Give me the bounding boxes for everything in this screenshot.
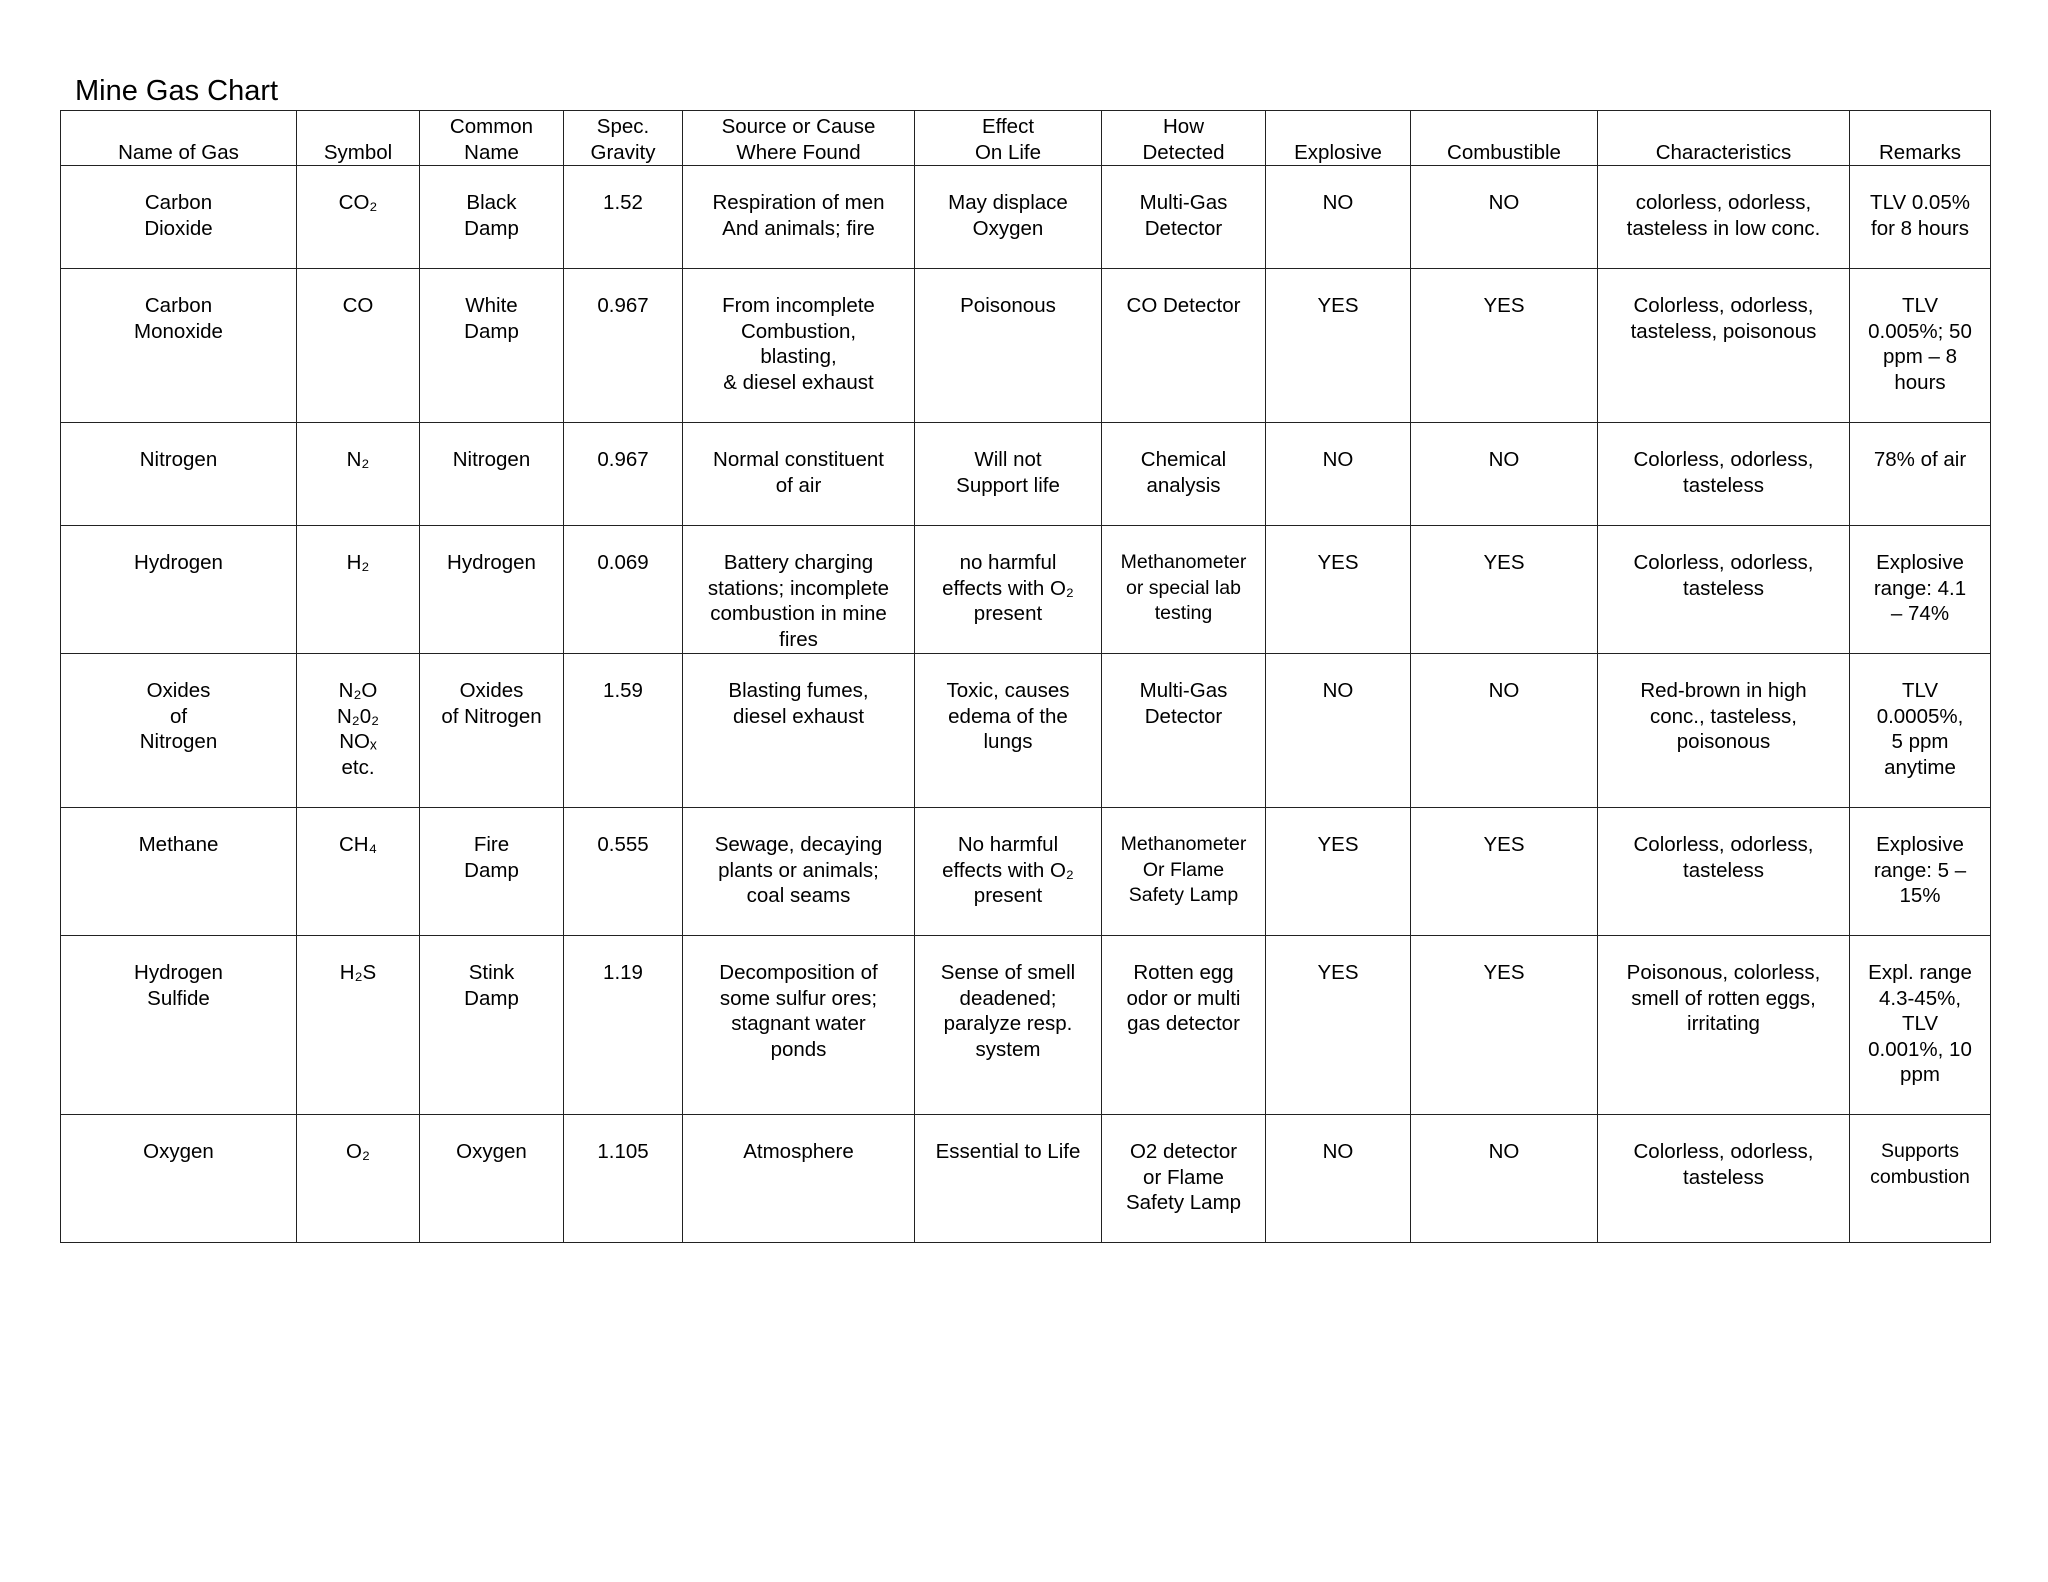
cell-source: Normal constituent of air — [683, 423, 915, 526]
cell-common: Hydrogen — [420, 526, 564, 654]
cell-remarks: Explosive range: 4.1 – 74% — [1850, 526, 1991, 654]
cell-gravity: 1.19 — [564, 936, 683, 1115]
column-header-characteristics: Characteristics — [1598, 111, 1850, 166]
column-header-common-name: Common Name — [420, 111, 564, 166]
cell-source: Battery charging stations; incomplete combustion in mine fires — [683, 526, 915, 654]
cell-gravity: 1.52 — [564, 166, 683, 269]
cell-combustible: YES — [1411, 808, 1598, 936]
cell-detected: CO Detector — [1102, 269, 1266, 423]
cell-common: Oxides of Nitrogen — [420, 654, 564, 808]
cell-characteristics: Colorless, odorless, tasteless, poisonous — [1598, 269, 1850, 423]
cell-symbol: N₂O N₂0₂ NOₓ etc. — [297, 654, 420, 808]
cell-characteristics: colorless, odorless, tasteless in low conc. — [1598, 166, 1850, 269]
cell-name: Carbon Dioxide — [61, 166, 297, 269]
cell-symbol: H₂S — [297, 936, 420, 1115]
column-header-effect: Effect On Life — [915, 111, 1102, 166]
cell-remarks: 78% of air — [1850, 423, 1991, 526]
cell-name: Oxides of Nitrogen — [61, 654, 297, 808]
table-row — [61, 808, 1991, 936]
cell-common: Nitrogen — [420, 423, 564, 526]
cell-name: Hydrogen — [61, 526, 297, 654]
cell-source: Decomposition of some sulfur ores; stagnant water ponds — [683, 936, 915, 1115]
cell-combustible: NO — [1411, 1115, 1598, 1243]
cell-gravity: 0.069 — [564, 526, 683, 654]
table-row — [61, 1115, 1991, 1243]
cell-gravity: 0.555 — [564, 808, 683, 936]
cell-common: White Damp — [420, 269, 564, 423]
cell-name: Carbon Monoxide — [61, 269, 297, 423]
column-header-explosive: Explosive — [1266, 111, 1411, 166]
cell-source: Sewage, decaying plants or animals; coal seams — [683, 808, 915, 936]
cell-symbol: O₂ — [297, 1115, 420, 1243]
cell-symbol: CO — [297, 269, 420, 423]
cell-characteristics: Colorless, odorless, tasteless — [1598, 808, 1850, 936]
cell-common: Oxygen — [420, 1115, 564, 1243]
cell-symbol: CH₄ — [297, 808, 420, 936]
cell-symbol: CO₂ — [297, 166, 420, 269]
cell-remarks: TLV 0.0005%, 5 ppm anytime — [1850, 654, 1991, 808]
cell-remarks: Supports combustion — [1850, 1115, 1991, 1243]
column-header-spec-gravity: Spec. Gravity — [564, 111, 683, 166]
page-title: Mine Gas Chart — [75, 75, 279, 107]
cell-name: Nitrogen — [61, 423, 297, 526]
cell-effect: Will not Support life — [915, 423, 1102, 526]
cell-combustible: NO — [1411, 166, 1598, 269]
column-header-detected: How Detected — [1102, 111, 1266, 166]
table-row — [61, 654, 1991, 808]
cell-symbol: N₂ — [297, 423, 420, 526]
cell-common: Stink Damp — [420, 936, 564, 1115]
column-header-remarks: Remarks — [1850, 111, 1991, 166]
cell-combustible: NO — [1411, 654, 1598, 808]
mine-gas-table — [60, 110, 1991, 1243]
cell-characteristics: Red-brown in high conc., tasteless, poisonous — [1598, 654, 1850, 808]
cell-source: Blasting fumes, diesel exhaust — [683, 654, 915, 808]
cell-characteristics: Colorless, odorless, tasteless — [1598, 526, 1850, 654]
cell-gravity: 0.967 — [564, 269, 683, 423]
cell-explosive: NO — [1266, 423, 1411, 526]
cell-combustible: YES — [1411, 526, 1598, 654]
table-row — [61, 936, 1991, 1115]
cell-common: Fire Damp — [420, 808, 564, 936]
cell-effect: Poisonous — [915, 269, 1102, 423]
cell-combustible: YES — [1411, 269, 1598, 423]
cell-effect: Toxic, causes edema of the lungs — [915, 654, 1102, 808]
cell-effect: no harmful effects with O₂ present — [915, 526, 1102, 654]
cell-explosive: NO — [1266, 166, 1411, 269]
cell-explosive: YES — [1266, 936, 1411, 1115]
cell-gravity: 1.105 — [564, 1115, 683, 1243]
cell-detected: O2 detector or Flame Safety Lamp — [1102, 1115, 1266, 1243]
cell-characteristics: Colorless, odorless, tasteless — [1598, 1115, 1850, 1243]
cell-combustible: YES — [1411, 936, 1598, 1115]
cell-name: Methane — [61, 808, 297, 936]
table-header-row — [61, 111, 1991, 166]
cell-explosive: YES — [1266, 526, 1411, 654]
cell-detected: Multi-Gas Detector — [1102, 166, 1266, 269]
column-header-name: Name of Gas — [61, 111, 297, 166]
cell-remarks: Expl. range 4.3-45%, TLV 0.001%, 10 ppm — [1850, 936, 1991, 1115]
table-row — [61, 269, 1991, 423]
cell-characteristics: Poisonous, colorless, smell of rotten eggs, irritating — [1598, 936, 1850, 1115]
table-row — [61, 423, 1991, 526]
cell-detected: Chemical analysis — [1102, 423, 1266, 526]
cell-explosive: YES — [1266, 808, 1411, 936]
cell-detected: Methanometer or special lab testing — [1102, 526, 1266, 654]
cell-source: From incomplete Combustion, blasting, & diesel exhaust — [683, 269, 915, 423]
cell-remarks: Explosive range: 5 – 15% — [1850, 808, 1991, 936]
column-header-combustible: Combustible — [1411, 111, 1598, 166]
column-header-source: Source or Cause Where Found — [683, 111, 915, 166]
cell-common: Black Damp — [420, 166, 564, 269]
cell-symbol: H₂ — [297, 526, 420, 654]
cell-gravity: 0.967 — [564, 423, 683, 526]
cell-explosive: NO — [1266, 654, 1411, 808]
cell-remarks: TLV 0.005%; 50 ppm – 8 hours — [1850, 269, 1991, 423]
cell-detected: Rotten egg odor or multi gas detector — [1102, 936, 1266, 1115]
cell-effect: May displace Oxygen — [915, 166, 1102, 269]
cell-gravity: 1.59 — [564, 654, 683, 808]
column-header-symbol: Symbol — [297, 111, 420, 166]
cell-source: Respiration of men And animals; fire — [683, 166, 915, 269]
table-row — [61, 166, 1991, 269]
cell-remarks: TLV 0.05% for 8 hours — [1850, 166, 1991, 269]
cell-explosive: NO — [1266, 1115, 1411, 1243]
cell-effect: No harmful effects with O₂ present — [915, 808, 1102, 936]
cell-name: Oxygen — [61, 1115, 297, 1243]
table-row — [61, 526, 1991, 654]
cell-detected: Multi-Gas Detector — [1102, 654, 1266, 808]
cell-effect: Sense of smell deadened; paralyze resp. system — [915, 936, 1102, 1115]
cell-effect: Essential to Life — [915, 1115, 1102, 1243]
cell-detected: Methanometer Or Flame Safety Lamp — [1102, 808, 1266, 936]
cell-name: Hydrogen Sulfide — [61, 936, 297, 1115]
cell-combustible: NO — [1411, 423, 1598, 526]
cell-characteristics: Colorless, odorless, tasteless — [1598, 423, 1850, 526]
cell-explosive: YES — [1266, 269, 1411, 423]
cell-source: Atmosphere — [683, 1115, 915, 1243]
